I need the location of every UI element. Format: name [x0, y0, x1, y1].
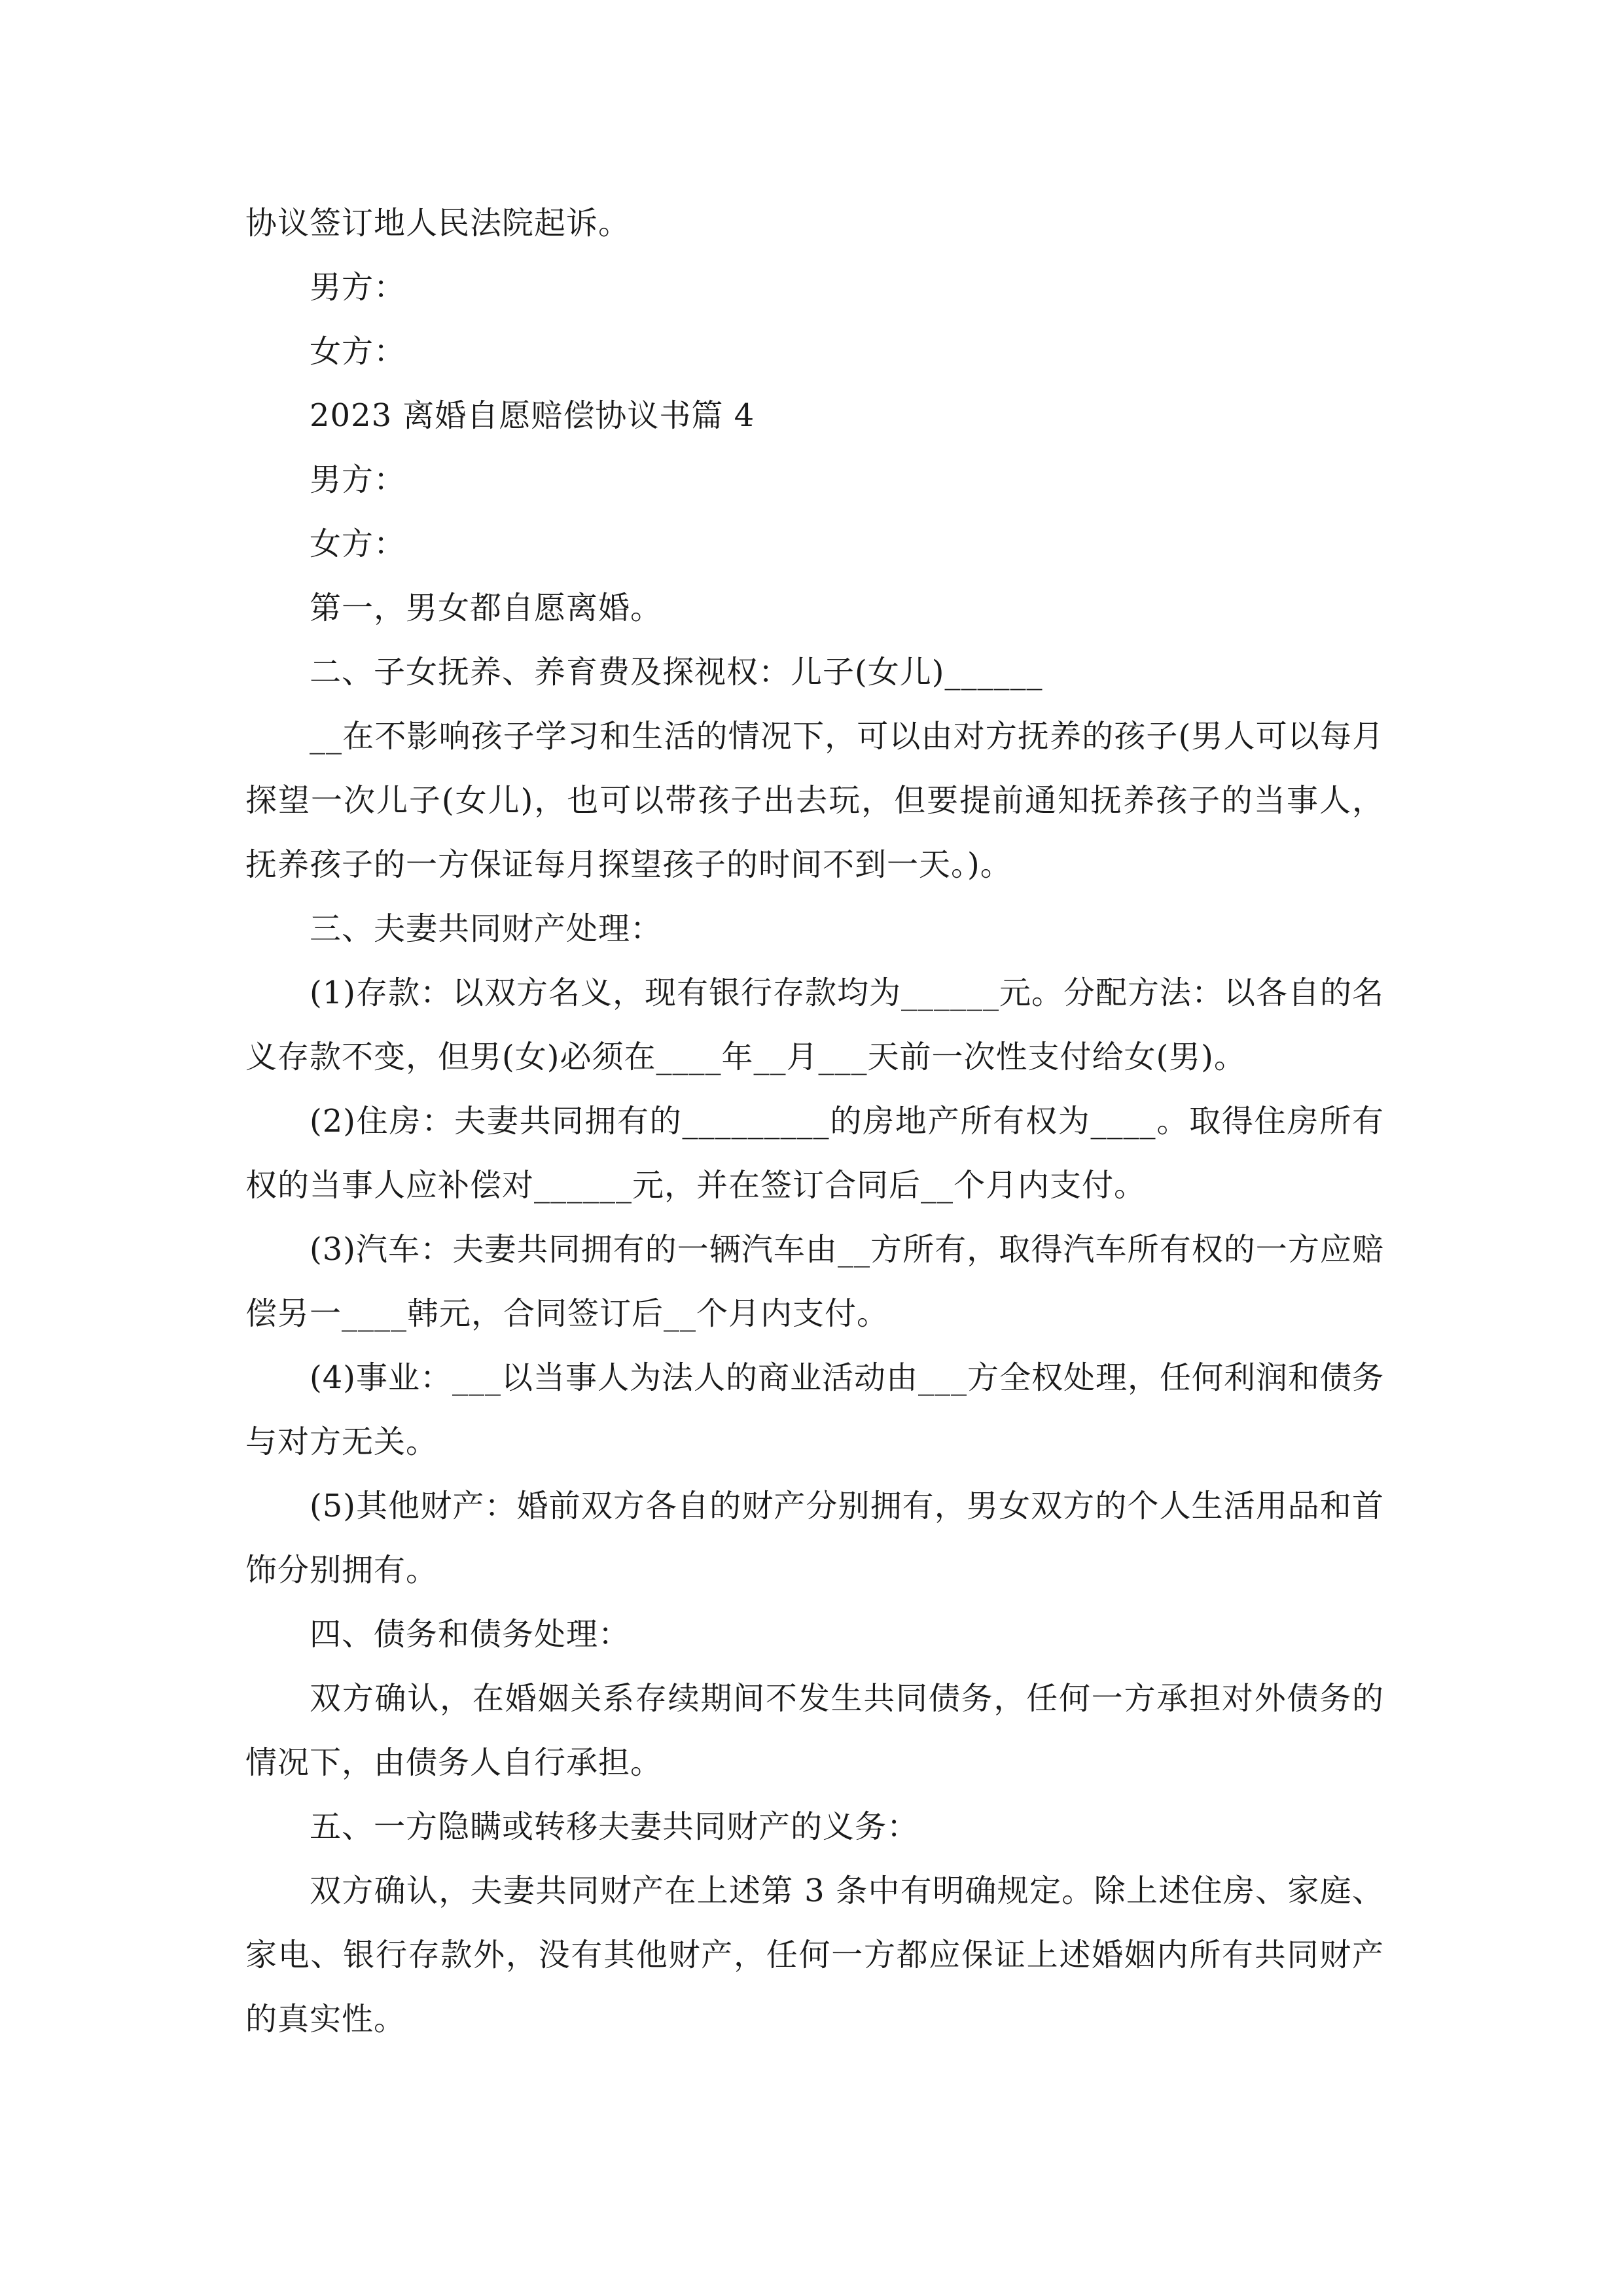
- clause-paragraph: 双方确认，在婚姻关系存续期间不发生共同债务，任何一方承担对外债务的情况下，由债务人自行承担。: [245, 1680, 1384, 1781]
- document-body: [245, 191, 1384, 2051]
- female-party-label: 女方：: [310, 526, 406, 562]
- clause-paragraph: (3)汽车：夫妻共同拥有的一辆汽车由__方所有，取得汽车所有权的一方应赔偿另一____韩元，合同签订后__个月内支付。: [245, 1231, 1384, 1332]
- clause-heading: 四、债务和债务处理：: [310, 1616, 631, 1653]
- clause-paragraph: (1)存款：以双方名义，现有银行存款均为______元。分配方法：以各自的名义存款不变，但男(女)必须在____年__月___天前一次性支付给女(男)。: [245, 975, 1384, 1075]
- clause-paragraph: (2)住房：夫妻共同拥有的_________的房地产所有权为____。取得住房所有权的当事人应补偿对______元，并在签订合同后__个月内支付。: [245, 1103, 1384, 1204]
- clause-paragraph: (4)事业：___以当事人为法人的商业活动由___方全权处理，任何利润和债务与对方无关。: [245, 1359, 1384, 1460]
- clause-heading: 五、一方隐瞒或转移夫妻共同财产的义务：: [310, 1808, 919, 1845]
- clause-heading: 二、子女抚养、养育费及探视权：儿子(女儿)______: [310, 654, 1043, 691]
- text-line: 协议签订地人民法院起诉。: [245, 205, 631, 242]
- clause-heading: 第一，男女都自愿离婚。: [310, 590, 663, 626]
- male-party-label: 男方：: [310, 269, 406, 306]
- clause-paragraph: __在不影响孩子学习和生活的情况下，可以由对方抚养的孩子(男人可以每月探望一次儿子(女儿)，也可以带孩子出去玩，但要提前通知抚养孩子的当事人，抚养孩子的一方保证每月探望孩子的时间不到一天。)。: [245, 718, 1384, 883]
- male-party-label: 男方：: [310, 461, 406, 498]
- female-party-label: 女方：: [310, 333, 406, 370]
- clause-paragraph: 双方确认，夫妻共同财产在上述第 3 条中有明确规定。除上述住房、家庭、家电、银行存款外，没有其他财产，任何一方都应保证上述婚姻内所有共同财产的真实性。: [245, 1873, 1384, 2037]
- clause-paragraph: (5)其他财产：婚前双方各自的财产分别拥有，男女双方的个人生活用品和首饰分别拥有。: [245, 1488, 1384, 1588]
- clause-heading: 三、夫妻共同财产处理：: [310, 910, 663, 947]
- section-title: 2023 离婚自愿赔偿协议书篇 4: [310, 397, 755, 434]
